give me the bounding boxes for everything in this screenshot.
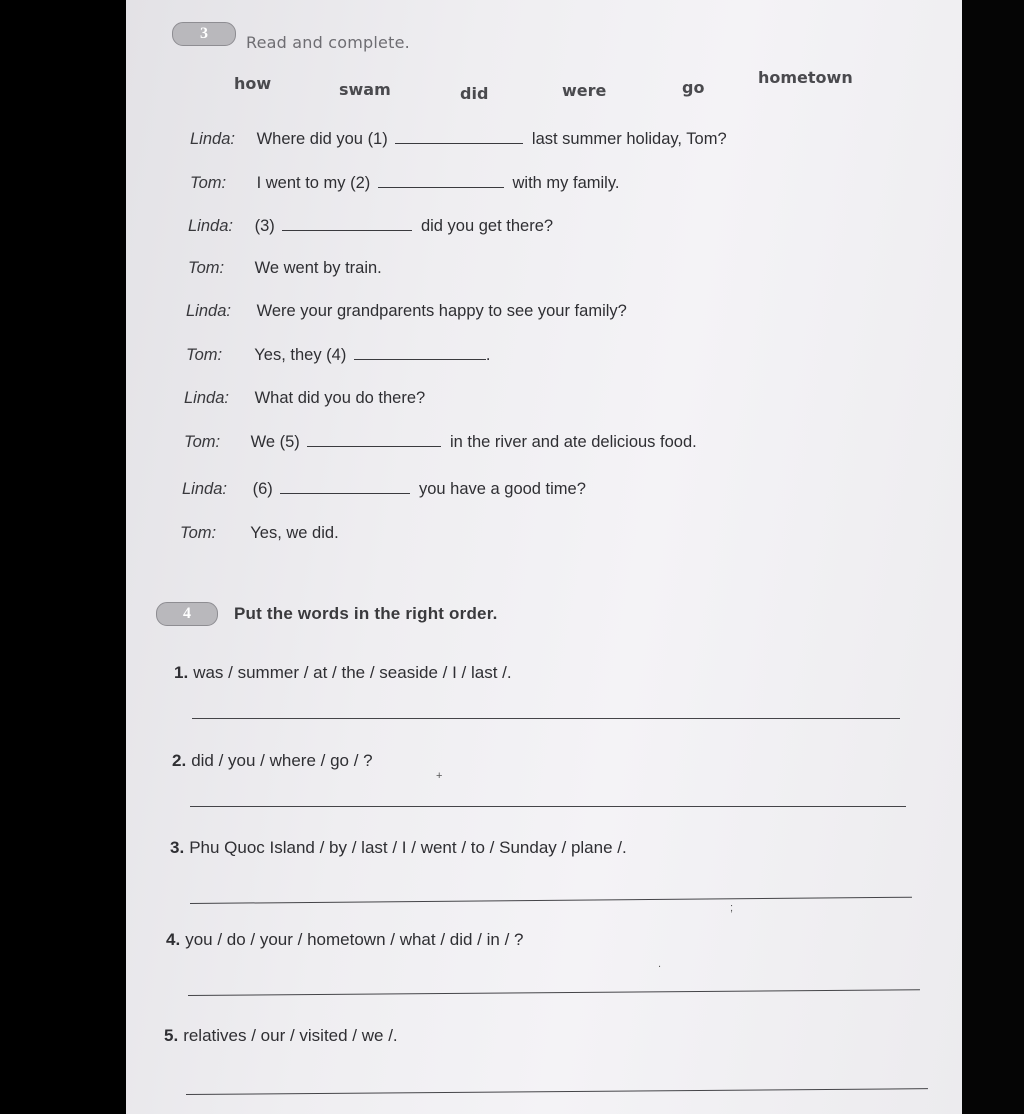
word-bank-item: swam — [339, 80, 391, 99]
answer-line[interactable] — [190, 897, 912, 904]
word-bank-item: hometown — [758, 68, 853, 87]
answer-blank[interactable] — [280, 479, 410, 494]
word-bank-item: how — [234, 74, 272, 93]
dialogue-line — [186, 302, 627, 321]
word-bank-item: were — [562, 81, 607, 100]
speaker-label: Linda: — [182, 480, 227, 498]
answer-blank[interactable] — [378, 173, 504, 188]
item-text: Phu Quoc Island / by / last / I / went / to / Sunday / plane /. — [189, 838, 627, 857]
order-item — [174, 663, 512, 683]
item-number: 2. — [172, 751, 187, 770]
word-bank-item: did — [460, 84, 489, 103]
dialogue-text: Were your grandparents happy to see your family? — [256, 302, 627, 320]
speaker-label: Tom: — [184, 433, 221, 451]
speaker-label: Tom: — [188, 259, 225, 277]
answer-blank[interactable] — [307, 432, 441, 447]
dialogue-line — [180, 524, 339, 543]
dialogue-line — [182, 479, 586, 499]
order-item — [166, 930, 523, 950]
section-4-badge: 4 — [156, 602, 218, 626]
dialogue-text: . — [485, 346, 491, 364]
dialogue-line — [186, 345, 491, 365]
speaker-label: Linda: — [184, 389, 229, 407]
pencil-mark: ; — [730, 902, 734, 914]
order-item — [172, 751, 373, 771]
answer-line[interactable] — [188, 989, 920, 996]
dialogue-line — [188, 216, 553, 236]
section-3-badge: 3 — [172, 22, 236, 46]
dialogue-text: I went to my (2) — [256, 174, 371, 192]
dialogue-text: with my family. — [512, 174, 620, 192]
speaker-label: Linda: — [186, 302, 231, 320]
answer-line[interactable] — [186, 1088, 928, 1095]
answer-blank[interactable] — [395, 129, 523, 144]
item-text: you / do / your / hometown / what / did / in / ? — [185, 930, 524, 949]
answer-blank[interactable] — [282, 216, 412, 231]
dialogue-text: last summer holiday, Tom? — [531, 130, 727, 148]
item-number: 5. — [164, 1026, 179, 1045]
answer-line[interactable] — [192, 718, 900, 719]
dialogue-text: We went by train. — [254, 259, 382, 277]
item-number: 3. — [170, 838, 185, 857]
dialogue-text: (6) — [252, 480, 273, 498]
dialogue-text: Where did you (1) — [256, 130, 388, 148]
pencil-mark: + — [436, 770, 443, 782]
dialogue-line — [190, 129, 727, 149]
dialogue-text: Yes, they (4) — [254, 346, 347, 364]
dialogue-line — [184, 432, 697, 452]
dialogue-text: What did you do there? — [254, 389, 426, 407]
order-item — [170, 838, 627, 858]
speaker-label: Linda: — [190, 130, 235, 148]
dialogue-text: Yes, we did. — [250, 524, 339, 542]
word-bank-item: go — [682, 78, 705, 97]
speaker-label: Linda: — [188, 217, 233, 235]
order-item — [164, 1026, 398, 1046]
item-number: 1. — [174, 663, 189, 682]
background-edge — [962, 0, 1024, 1114]
item-text: did / you / where / go / ? — [191, 751, 373, 770]
speaker-label: Tom: — [180, 524, 217, 542]
dialogue-line — [188, 259, 382, 278]
speaker-label: Tom: — [186, 346, 223, 364]
pencil-mark: . — [658, 958, 662, 970]
dialogue-line — [184, 389, 425, 408]
section-3-title: Read and complete. — [246, 33, 410, 52]
dialogue-text: in the river and ate delicious food. — [449, 433, 697, 451]
speaker-label: Tom: — [190, 174, 227, 192]
dialogue-text: did you get there? — [420, 217, 554, 235]
dialogue-text: (3) — [254, 217, 275, 235]
item-text: was / summer / at / the / seaside / I / last /. — [193, 663, 512, 682]
dialogue-line — [190, 173, 619, 193]
answer-line[interactable] — [190, 806, 906, 807]
worksheet-page — [126, 0, 962, 1114]
section-4-title: Put the words in the right order. — [234, 604, 498, 623]
item-number: 4. — [166, 930, 181, 949]
dialogue-text: you have a good time? — [418, 480, 586, 498]
answer-blank[interactable] — [354, 345, 486, 360]
item-text: relatives / our / visited / we /. — [183, 1026, 398, 1045]
dialogue-text: We (5) — [250, 433, 300, 451]
